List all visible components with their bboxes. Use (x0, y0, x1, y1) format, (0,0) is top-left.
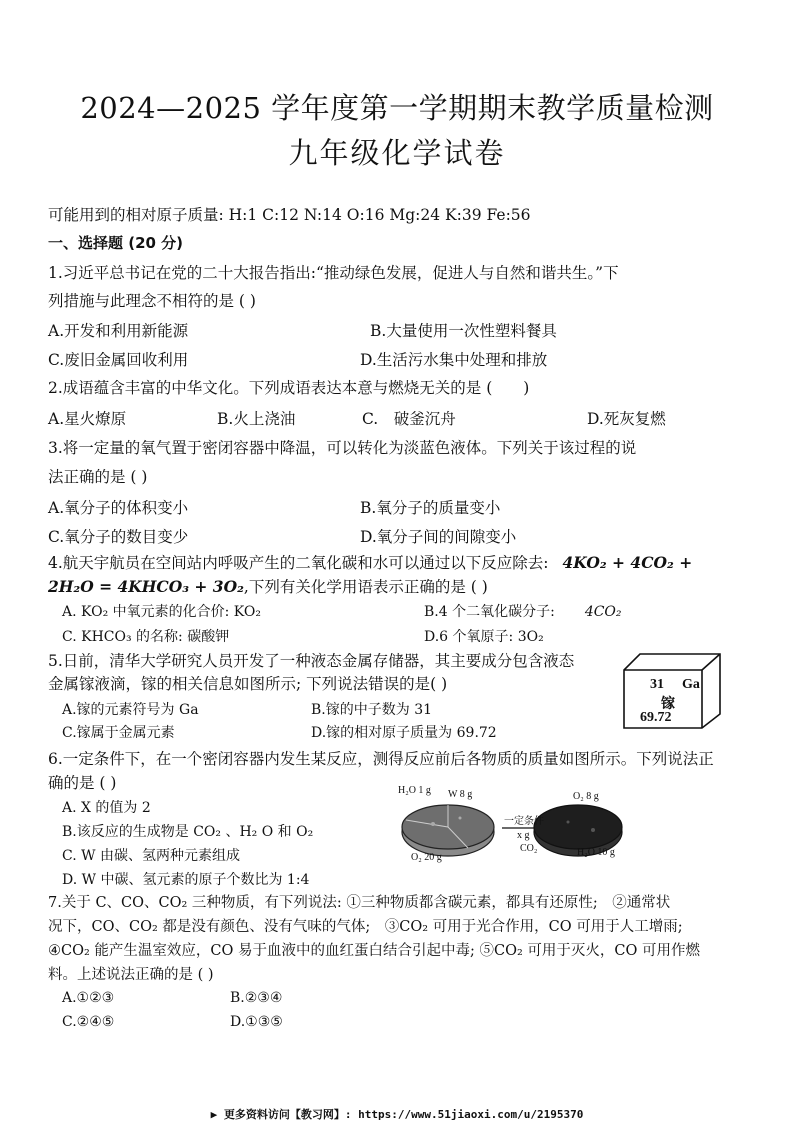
q4-option-a: A. KO₂ 中氧元素的化合价: KO₂ (62, 604, 261, 620)
exam-title: 2024—2025 学年度第一学期期末教学质量检测 (80, 91, 714, 125)
q7-option-c: C.②④⑤ (62, 1014, 115, 1030)
q7-option-d: D.①③⑤ (230, 1014, 283, 1030)
q1-option-d: D.生活污水集中处理和排放 (360, 351, 548, 369)
q1-option-a: A.开发和利用新能源 (48, 322, 189, 340)
fig-h2o-after: H₂O 10 g (577, 847, 615, 858)
q4-stem-question: ,下列有关化学用语表示正确的是 ( ) (243, 578, 488, 596)
q3-option-b: B.氧分子的质量变小 (360, 499, 501, 517)
fig-w-before: W 8 g (448, 789, 473, 800)
q4-option-c: C. KHCO₃ 的名称: 碳酸钾 (62, 629, 230, 645)
q7-option-a: A.①②③ (62, 990, 115, 1006)
q5-stem-cont: 金属镓液滴，镓的相关信息如图所示; 下列说法错误的是( ) (48, 675, 448, 693)
q7-stem-line3: ④CO₂ 能产生温室效应，CO 易于血液中的血红蛋白结合引起中毒; ⑤CO₂ 可用于灭火，CO 可用作燃 (48, 943, 700, 959)
exam-subtitle: 九年级化学试卷 (288, 136, 506, 170)
section-heading: 一、选择题 (20 分) (48, 234, 184, 252)
gallium-element-box (622, 652, 722, 730)
q3-option-d: D.氧分子间的间隙变小 (360, 528, 517, 546)
q6-stem-cont: 确的是 ( ) (48, 774, 117, 792)
fig-x-after: x g (517, 830, 530, 841)
footer-link[interactable]: ▶ 更多资料访问【教习网】: https://www.51jiaoxi.com/u/2195370 (210, 1108, 584, 1121)
q2-option-c: C. 破釜沉舟 (362, 410, 456, 428)
q2-option-b: B.火上浇油 (217, 410, 296, 428)
q4-equation-part2: 2H₂O = 4KHCO₃ + 3O₂ (48, 577, 244, 596)
q5-stem: 5.日前，清华大学研究人员开发了一种液态金属存储器，其主要成分包含液态 (48, 652, 575, 670)
gallium-symbol: Ga (682, 677, 700, 692)
atomic-masses: 可能用到的相对原子质量: H:1 C:12 N:14 O:16 Mg:24 K:39 Fe:56 (48, 206, 531, 224)
gallium-name: 镓 (661, 696, 675, 712)
q4-option-d: D.6 个氧原子: 3O₂ (424, 629, 544, 645)
fig-o2-after: O₂ 8 g (573, 791, 599, 802)
q7-option-b: B.②③④ (230, 990, 283, 1006)
q4-option-b-text: B.4 个二氧化碳分子: (424, 604, 555, 620)
q4-stem (48, 552, 758, 574)
q4-stem-cont (48, 576, 758, 598)
q5-option-a: A.镓的元素符号为 Ga (62, 702, 199, 718)
q6-option-b: B.该反应的生成物是 CO₂ 、H₂ O 和 O₂ (62, 824, 314, 840)
q2-option-a: A.星火燎原 (48, 410, 127, 428)
q5-option-b: B.镓的中子数为 31 (311, 702, 433, 718)
fig-o2-before: O₂ 20 g (411, 852, 442, 863)
q6-option-a: A. X 的值为 2 (62, 800, 151, 816)
q5-option-c: C.镓属于金属元素 (62, 725, 175, 741)
q2-stem: 2.成语蕴含丰富的中华文化。下列成语表达本意与燃烧无关的是 ( ) (48, 379, 530, 397)
q6-option-d: D. W 中碳、氢元素的原子个数比为 1:4 (62, 872, 310, 888)
q6-stem: 6.一定条件下，在一个密闭容器内发生某反应，测得反应前后各物质的质量如图所示。下列说法正 (48, 750, 714, 768)
fig-h2o-before: H₂O 1 g (398, 785, 431, 796)
q7-stem-line1: 7.关于 C、CO、CO₂ 三种物质，有下列说法: ①三种物质都含碳元素，都具有还原性; ②通常状 (48, 895, 671, 911)
q2-option-d: D.死灰复燃 (587, 410, 666, 428)
q4-stem-text: 4.航天宇航员在空间站内呼吸产生的二氧化碳和水可以通过以下反应除去: (48, 554, 549, 572)
q1-option-c: C.废旧金属回收利用 (48, 351, 189, 369)
q1-stem-cont: 列措施与此理念不相符的是 ( ) (48, 292, 256, 310)
q3-option-a: A.氧分子的体积变小 (48, 499, 189, 517)
fig-co2-after: CO₂ (520, 843, 538, 854)
q6-option-c: C. W 由碳、氢两种元素组成 (62, 848, 240, 864)
q7-stem-line2: 况下，CO、CO₂ 都是没有颜色、没有气味的气体; ③CO₂ 可用于光合作用，CO 可用于人工增雨; (48, 919, 683, 935)
q1-stem: 1.习近平总书记在党的二十大报告指出:“推动绿色发展，促进人与自然和谐共生。”下 (48, 264, 619, 282)
q7-stem-line4: 料。上述说法正确的是 ( ) (48, 967, 214, 983)
q4-equation-part1: 4KO₂ + 4CO₂ + (562, 553, 693, 572)
q4-option-b (424, 601, 622, 621)
q3-stem-cont: 法正确的是 ( ) (48, 468, 148, 486)
fig-arrow-label: 一定条件 (504, 816, 544, 827)
q4-option-b-formula: 4CO₂ (584, 604, 622, 620)
q5-option-d: D.镓的相对原子质量为 69.72 (311, 725, 497, 741)
gallium-atomic-mass: 69.72 (640, 710, 672, 725)
gallium-atomic-number: 31 (650, 677, 664, 692)
q1-option-b: B.大量使用一次性塑料餐具 (370, 322, 557, 340)
q3-stem: 3.将一定量的氧气置于密闭容器中降温，可以转化为淡蓝色液体。下列关于该过程的说 (48, 439, 637, 457)
q3-option-c: C.氧分子的数目变少 (48, 528, 189, 546)
